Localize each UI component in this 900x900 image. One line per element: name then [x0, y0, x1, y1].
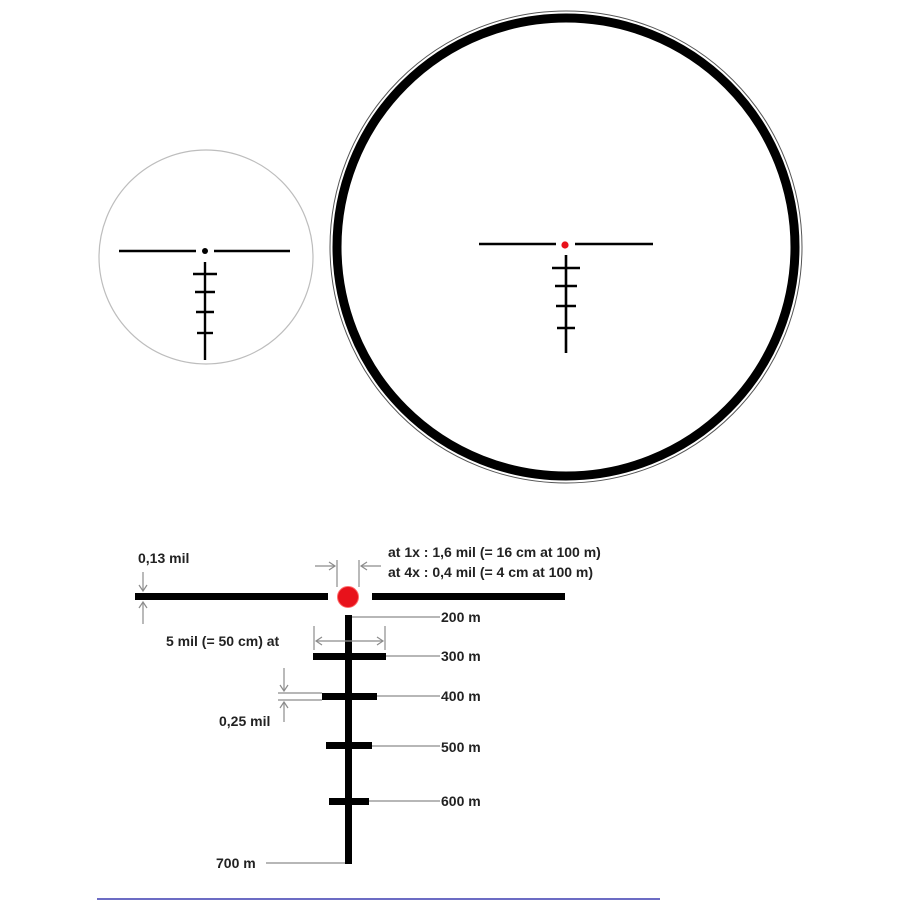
red-dot [561, 241, 568, 248]
ranging-bar-600 [329, 798, 369, 805]
crosshair-left-detail [135, 593, 328, 600]
vertical-post-detail [345, 615, 352, 864]
dim-bar-thickness [278, 668, 322, 722]
reticle-view-1x [99, 150, 313, 364]
reticle-view-4x [330, 11, 802, 483]
label-bar-thickness: 0,25 mil [219, 713, 271, 729]
range-label-600: 600 m [441, 793, 481, 809]
ranging-bar-300 [313, 653, 386, 660]
label-line-thickness: 0,13 mil [138, 550, 190, 566]
reticle-detail [135, 544, 601, 871]
aim-dot [202, 248, 208, 254]
range-label-200: 200 m [441, 609, 481, 625]
label-dot-size-1x: at 1x : 1,6 mil (= 16 cm at 100 m) [388, 544, 601, 560]
ranging-bar-400 [322, 693, 377, 700]
dim-dot-diameter [315, 560, 381, 587]
ranging-bar-500 [326, 742, 372, 749]
range-label-500: 500 m [441, 739, 481, 755]
label-bar-width: 5 mil (= 50 cm) at [166, 633, 280, 649]
range-label-700: 700 m [216, 855, 256, 871]
crosshair-right-detail [372, 593, 565, 600]
range-label-300: 300 m [441, 648, 481, 664]
range-label-400: 400 m [441, 688, 481, 704]
label-dot-size-4x: at 4x : 0,4 mil (= 4 cm at 100 m) [388, 564, 594, 580]
